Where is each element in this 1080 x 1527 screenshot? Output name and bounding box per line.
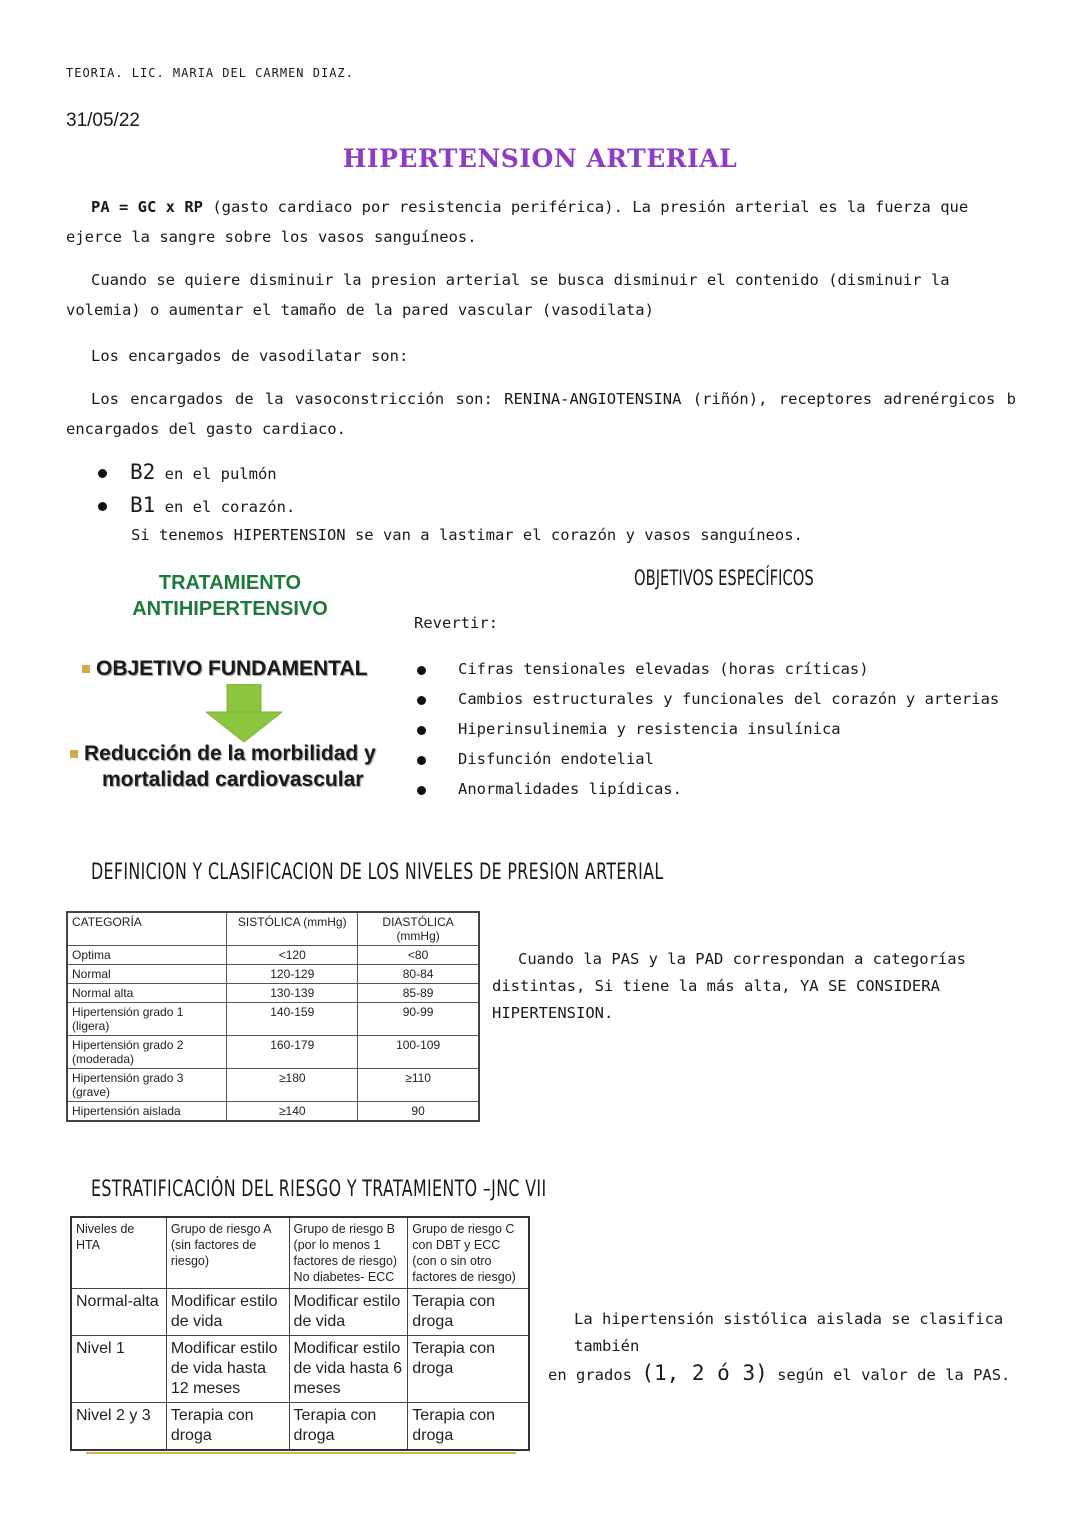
table-row <box>67 1069 479 1102</box>
bullet-dot <box>417 696 426 705</box>
table-cell: ≥140 <box>227 1102 358 1122</box>
table-cell: Modificar estilo de vida hasta 6 meses <box>289 1336 408 1403</box>
vasoconstriccion-text: Los encargados de la vasoconstricción son: RENINA-ANGIOTENSINA (riñón), receptores adrenérgicos b encargados del gasto cardiaco. <box>66 390 1016 438</box>
square-bullet-icon <box>82 665 90 673</box>
table-cell: Modificar estilo de vida <box>166 1289 289 1336</box>
objetivo-fundamental-label: OBJETIVO FUNDAMENTAL <box>96 657 368 680</box>
tratamiento-title-line2: ANTIHIPERTENSIVO <box>132 598 328 620</box>
table-cell: Hipertensión grado 2 (moderada) <box>67 1036 227 1069</box>
table-cell: <120 <box>227 946 358 965</box>
pa-formula: PA = GC x RP <box>91 198 203 216</box>
disminuir-text: Cuando se quiere disminuir la presion arterial se busca disminuir el contenido (disminuir la volemia) o aumentar el tamaño de la pared vascular (vasodilata) <box>66 271 950 319</box>
bullet-dot <box>417 726 426 735</box>
list-item-text: Cambios estructurales y funcionales del corazón y arterias <box>458 690 1000 708</box>
table-underline <box>86 1452 516 1454</box>
reduccion-line2: mortalidad cardiovascular <box>102 768 364 791</box>
clasificacion-note: Cuando la PAS y la PAD correspondan a categorías distintas, Si tiene la más alta, YA SE CONSIDERA HIPERTENSION. <box>492 950 966 1022</box>
riesgo-heading: ESTRATIFICACIÓN DEL RIESGO Y TRATAMIENTO –JNC VII <box>91 1177 547 1202</box>
list-item-text: Disfunción endotelial <box>458 750 654 768</box>
bullet-b1 <box>98 493 798 517</box>
receptor-code: B2 <box>130 460 156 484</box>
table-row <box>71 1289 529 1336</box>
table-cell: Optima <box>67 946 227 965</box>
table-cell: Hipertensión aislada <box>67 1102 227 1122</box>
list-item <box>414 744 1034 774</box>
bullet-dot <box>417 756 426 765</box>
objetivos-list <box>414 654 1034 804</box>
table-header: Grupo de riesgo C con DBT y ECC (con o sin otro factores de riesgo) <box>408 1217 529 1289</box>
paragraph-vasoconstriccion <box>66 384 1016 444</box>
table-cell: Nivel 2 y 3 <box>71 1403 166 1451</box>
list-item <box>414 684 1034 714</box>
table-cell: Normal-alta <box>71 1289 166 1336</box>
down-arrow-icon <box>206 684 282 746</box>
riesgo-note-line1: La hipertensión sistólica aislada se clasifica también <box>574 1310 1004 1355</box>
table-row <box>67 946 479 965</box>
receptor-location: en el pulmón <box>155 465 277 483</box>
objetivo-fundamental <box>82 657 367 681</box>
author-line: TEORIA. LIC. MARIA DEL CARMEN DIAZ. <box>66 66 354 80</box>
table-cell: Terapia con droga <box>408 1336 529 1403</box>
table-cell: 100-109 <box>358 1036 479 1069</box>
page-title: HIPERTENSION ARTERIAL <box>342 144 738 173</box>
grados-values: (1, 2 ó 3) <box>641 1361 768 1385</box>
table-header: CATEGORÍA <box>67 912 227 946</box>
table-cell: Hipertensión grado 3 (grave) <box>67 1069 227 1102</box>
table-cell: 140-159 <box>227 1003 358 1036</box>
date: 31/05/22 <box>66 110 140 131</box>
table-header: DIASTÓLICA (mmHg) <box>358 912 479 946</box>
table-header: Niveles de HTA <box>71 1217 166 1289</box>
list-item-text: Cifras tensionales elevadas (horas críticas) <box>458 660 869 678</box>
riesgo-note <box>548 1306 1028 1389</box>
table-header: Grupo de riesgo A (sin factores de riesgo) <box>166 1217 289 1289</box>
paragraph-vasodilatar <box>66 341 1016 371</box>
square-bullet-icon <box>70 750 78 758</box>
table-cell: ≥110 <box>358 1069 479 1102</box>
table-cell: Terapia con droga <box>408 1289 529 1336</box>
bullet-dot <box>417 666 426 675</box>
list-item <box>414 654 1034 684</box>
table-cell: 85-89 <box>358 984 479 1003</box>
clasificacion-heading: DEFINICION Y CLASIFICACION DE LOS NIVELES DE PRESION ARTERIAL <box>91 860 664 885</box>
table-header-row <box>67 912 479 946</box>
table-cell: 130-139 <box>227 984 358 1003</box>
table-row <box>67 1102 479 1122</box>
list-item-text: Hiperinsulinemia y resistencia insulínica <box>458 720 841 738</box>
table-cell: Normal alta <box>67 984 227 1003</box>
list-item <box>414 714 1034 744</box>
clasificacion-table <box>66 911 480 1122</box>
tratamiento-title <box>80 570 380 622</box>
table-header: SISTÓLICA (mmHg) <box>227 912 358 946</box>
vasodilatar-text: Los encargados de vasodilatar son: <box>91 347 409 365</box>
riesgo-note-line2 <box>548 1360 1028 1389</box>
table-row <box>71 1403 529 1451</box>
bullet-dot <box>417 786 426 795</box>
table-cell: Terapia con droga <box>289 1403 408 1451</box>
riesgo-table <box>70 1216 530 1451</box>
table-row <box>67 965 479 984</box>
tratamiento-title-line1: TRATAMIENTO <box>158 572 302 594</box>
table-cell: ≥180 <box>227 1069 358 1102</box>
table-row <box>67 1003 479 1036</box>
table-header-row <box>71 1217 529 1289</box>
bullet-dot <box>98 502 107 511</box>
list-item <box>414 774 1034 804</box>
table-row <box>67 1036 479 1069</box>
table-cell: Terapia con droga <box>166 1403 289 1451</box>
table-cell: Hipertensión grado 1 (ligera) <box>67 1003 227 1036</box>
table-cell: <80 <box>358 946 479 965</box>
hipertension-note: Si tenemos HIPERTENSION se van a lastimar el corazón y vasos sanguíneos. <box>131 526 803 544</box>
table-cell: 160-179 <box>227 1036 358 1069</box>
table-cell: 80-84 <box>358 965 479 984</box>
receptor-location: en el corazón. <box>155 498 296 516</box>
table-row <box>67 984 479 1003</box>
table-row <box>71 1336 529 1403</box>
receptor-code: B1 <box>130 493 156 517</box>
objetivos-especificos-title: OBJETIVOS ESPECÍFICOS <box>634 566 814 590</box>
bullet-dot <box>98 469 107 478</box>
table-header: Grupo de riesgo B (por lo menos 1 factores de riesgo) No diabetes- ECC <box>289 1217 408 1289</box>
riesgo-note-part: en grados <box>548 1366 642 1384</box>
table-cell: Terapia con droga <box>408 1403 529 1451</box>
paragraph-disminuir <box>66 265 1016 325</box>
reduccion-line1: Reducción de la morbilidad y <box>84 742 376 765</box>
riesgo-note-part: según el valor de la PAS. <box>767 1366 1011 1384</box>
paragraph-pa-definition <box>66 192 1016 252</box>
table-cell: Nivel 1 <box>71 1336 166 1403</box>
bullet-b2 <box>98 460 798 484</box>
table-cell: 90-99 <box>358 1003 479 1036</box>
list-item-text: Anormalidades lipídicas. <box>458 780 682 798</box>
table-cell: Modificar estilo de vida <box>289 1289 408 1336</box>
pa-definition-text: (gasto cardiaco por resistencia periférica). La presión arterial es la fuerza que ejerce la sangre sobre los vasos sanguíneos. <box>66 198 969 246</box>
table-cell: 120-129 <box>227 965 358 984</box>
table-cell: 90 <box>358 1102 479 1122</box>
table-cell: Normal <box>67 965 227 984</box>
table-cell: Modificar estilo de vida hasta 12 meses <box>166 1336 289 1403</box>
reduccion-morbilidad <box>70 741 400 793</box>
revertir-label: Revertir: <box>414 614 498 632</box>
